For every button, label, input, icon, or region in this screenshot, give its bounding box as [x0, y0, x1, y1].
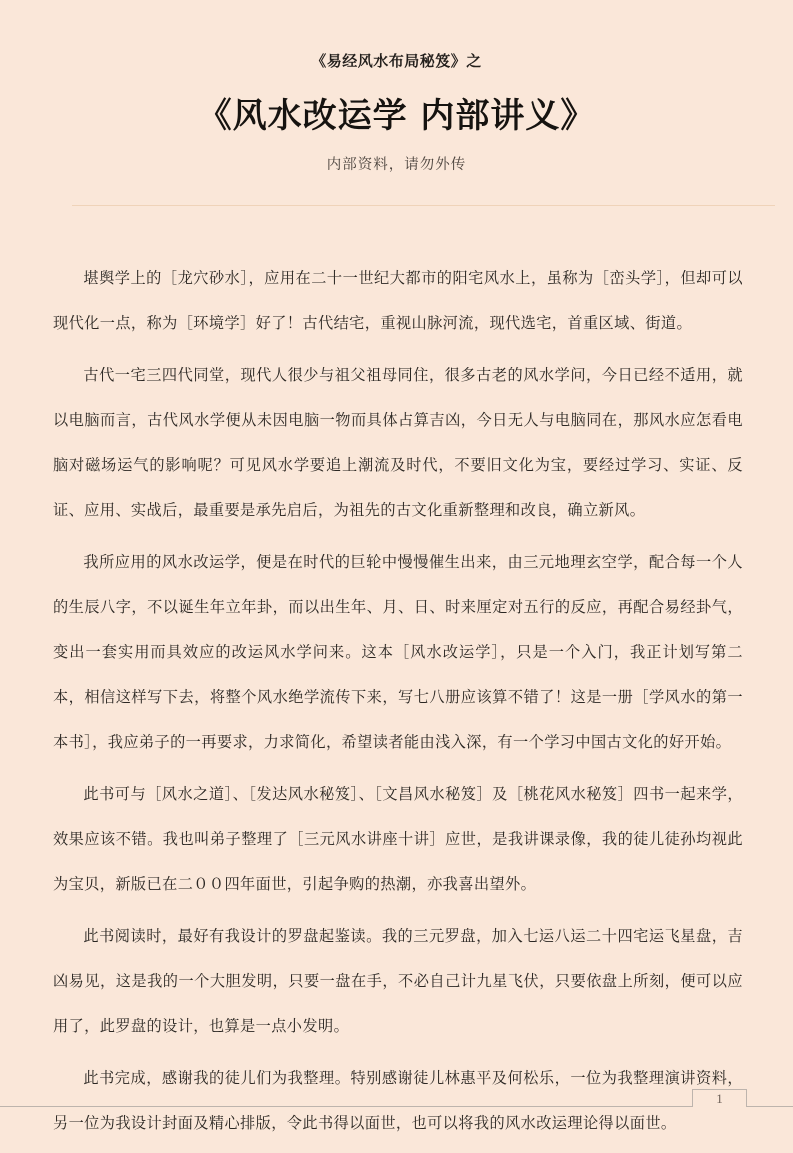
document-body: [53, 256, 743, 1153]
footer-divider-right: [747, 1106, 793, 1107]
body-paragraph: 我所应用的风水改运学，便是在时代的巨轮中慢慢催生出来，由三元地理玄空学，配合每一个人的生辰八字，不以诞生年立年卦，而以出生年、月、日、时来厘定对五行的反应，再配合易经卦气，变出一套实用而具效应的改运风水学问来。这本［风水改运学］，只是一个入门，我正计划写第二本，相信这样写下去，将整个风水绝学流传下来，写七八册应该算不错了！这是一册［学风水的第一本书］，我应弟子的一再要求，力求简化，希望读者能由浅入深，有一个学习中国古文化的好开始。: [53, 554, 743, 751]
body-paragraph: 此书阅读时，最好有我设计的罗盘起鉴读。我的三元罗盘，加入七运八运二十四宅运飞星盘，吉凶易见，这是我的一个大胆发明，只要一盘在手，不必自己计九星飞伏，只要依盘上所刻，便可以应用了，此罗盘的设计，也算是一点小发明。: [53, 928, 743, 1035]
page-number: 1: [716, 1091, 723, 1106]
page-number-tab: [692, 1089, 747, 1107]
body-paragraph: 此书可与［风水之道］、［发达风水秘笈］、［文昌风水秘笈］及［桃花风水秘笈］四书一起来学，效果应该不错。我也叫弟子整理了［三元风水讲座十讲］应世，是我讲课录像，我的徒儿徒孙均视此为宝贝，新版已在二００四年面世，引起争购的热潮，亦我喜出望外。: [53, 786, 743, 893]
series-kicker: 《易经风水布局秘笈》之: [311, 52, 482, 70]
body-paragraph: 此书完成，感谢我的徒儿们为我整理。特别感谢徒儿林惠平及何松乐，一位为我整理演讲资料，另一位为我设计封面及精心排版，令此书得以面世，也可以将我的风水改运理论得以面世。: [53, 1070, 743, 1132]
body-paragraph: 古代一宅三四代同堂，现代人很少与祖父祖母同住，很多古老的风水学问，今日已经不适用，就以电脑而言，古代风水学便从未因电脑一物而具体占算吉凶，今日无人与电脑同在，那风水应怎看电脑对磁场运气的影响呢？可见风水学要追上潮流及时代，不要旧文化为宝，要经过学习、实证、反证、应用、实战后，最重要是承先启后，为祖先的古文化重新整理和改良，确立新风。: [53, 367, 743, 519]
footer-divider-left: [0, 1106, 692, 1107]
body-paragraph: 堪舆学上的［龙穴砂水］，应用在二十一世纪大都市的阳宅风水上，虽称为［峦头学］，但却可以现代化一点，称为［环境学］好了！古代结宅，重视山脉河流，现代选宅，首重区域、街道。: [53, 270, 743, 332]
confidentiality-notice: 内部资料，请勿外传: [326, 156, 467, 173]
document-header: [0, 0, 793, 174]
page-title: 《风水改运学 内部讲义》: [197, 96, 596, 136]
document-footer: [0, 1084, 793, 1122]
header-divider: [72, 205, 775, 206]
